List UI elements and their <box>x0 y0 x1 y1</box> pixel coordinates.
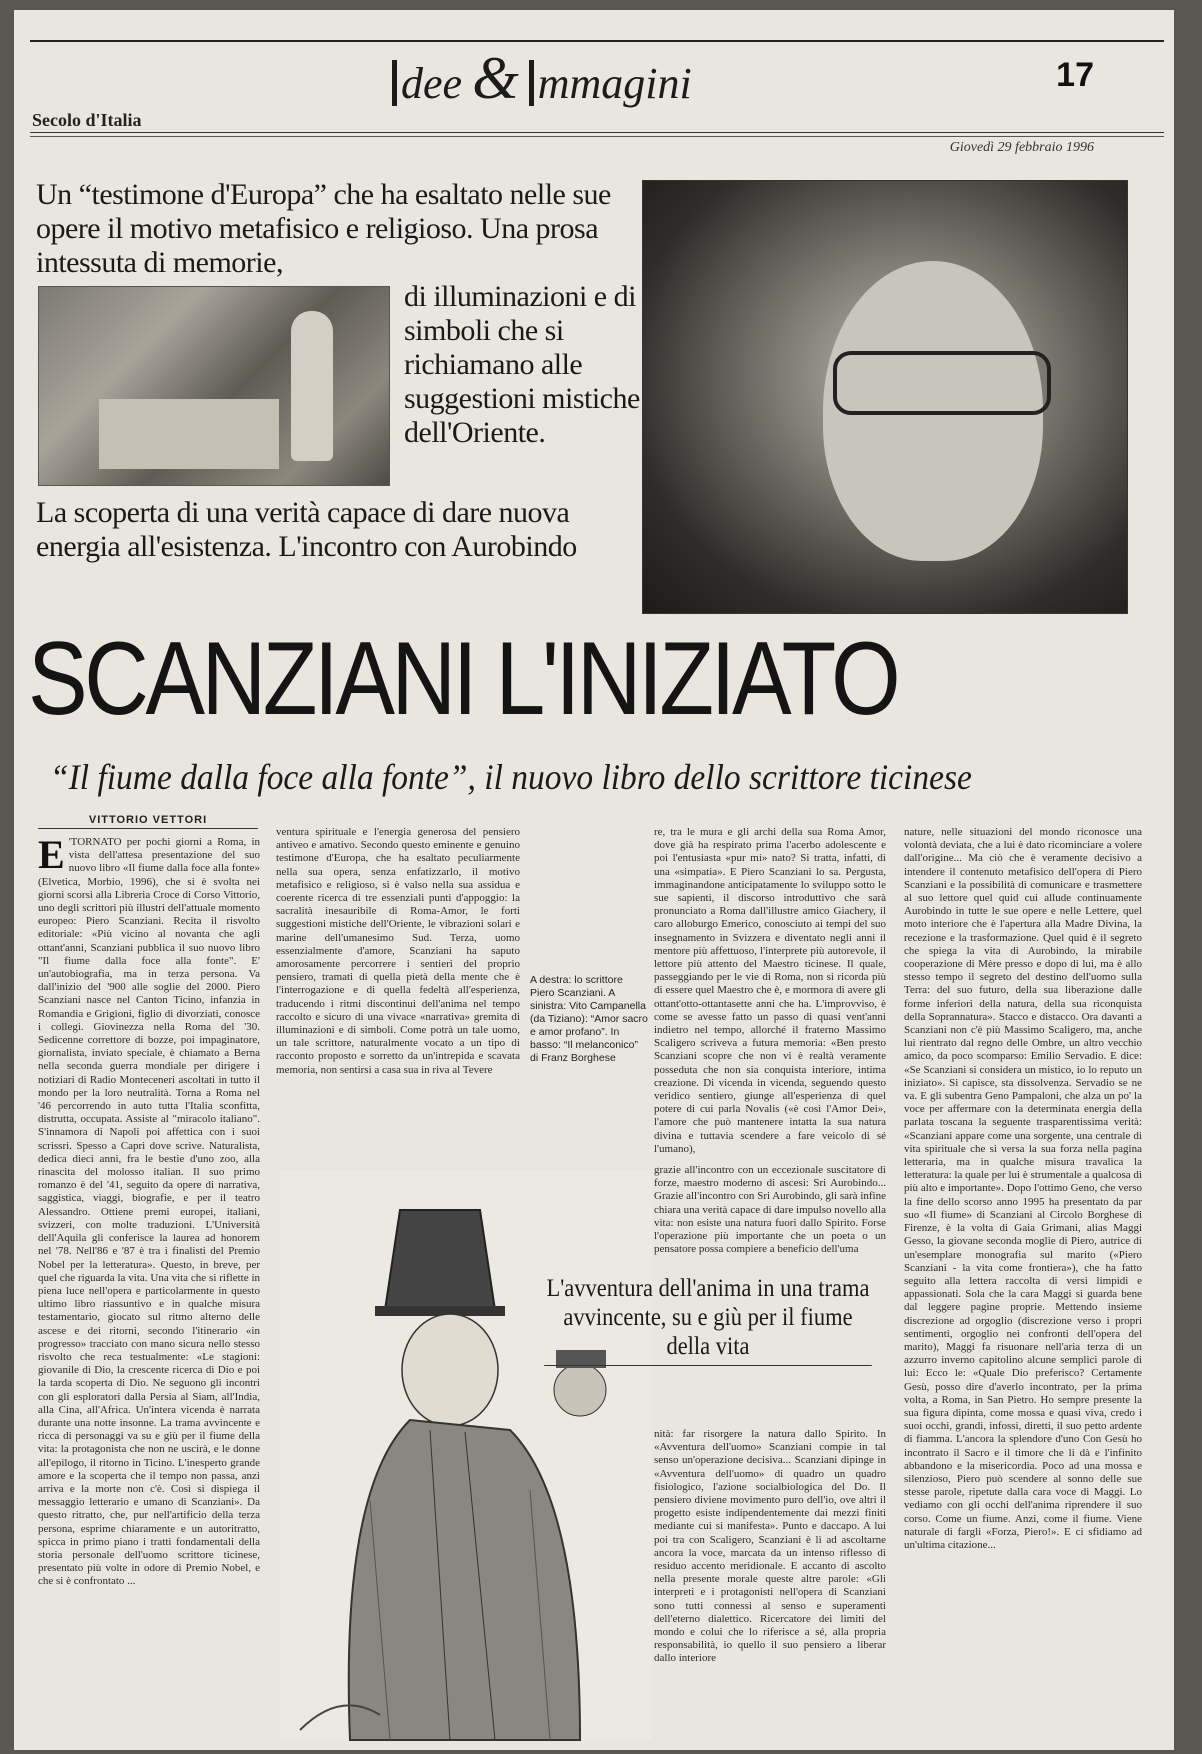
article-column-5-text: nità: far risorgere la natura dallo Spirito. In «Avventura dell'uomo» Scanziani compie in tal senso un'operazione decisiva... Scanziani dipinge in «Avventura dell'uomo» di quadro un quadro fisiologico, l'azione socialbiologica del Do. Il pensiero diviene movimento puro dell'io, ove altri il progetto esiste indipendentemente dai mezzi finiti mediante cui si manifesta». Punto e daccapo. A lui poi tra con Scaligero, Scanziani è lì ad ascoltarne ancora la voce, marcata da un intenso riflesso di residuo accento meridionale. E accanto di ascolto nella presente morale queste altre parole: «Gli interpreti e i protagonisti nell'opera di Scanziani sono tutti connessi al senso e superamenti dell'eterno dialettico. Ricercatore dei limiti del mondo e colui che lo riferisce a sé, alla propria responsabilità, io quello il suo pensiero a liberar dallo interiore <box>654 1428 886 1665</box>
pull-quote: L'avventura dell'anima in una trama avvincente, su e giù per il fiume della vita <box>544 1274 872 1366</box>
article-column-5 <box>654 1428 886 1740</box>
newspaper-page <box>14 10 1174 1750</box>
melancholic-illustration <box>280 1170 652 1740</box>
painting-image <box>38 286 390 486</box>
header-rule <box>30 132 1164 133</box>
section-initial-bar <box>392 60 397 106</box>
issue-date: Giovedì 29 febbraio 1996 <box>949 140 1094 155</box>
portrait-glasses <box>833 351 1051 415</box>
standfirst-top: Un “testimone d'Europa” che ha esaltato nelle sue opere il motivo metafisico e religioso. Una prosa intessuta di memorie, <box>36 178 611 279</box>
article-column-3-continued-text: grazie all'incontro con un eccezionale suscitatore di forze, maestro moderno di ascesi: Sri Aurobindo... Grazie all'incontro con Sri Aurobindo, gli sarà infine chiara una verità capace di dare impulso novello alla vita: non esiste una natura fuori dallo Spirito. Forse l'operazione più importante che un poeta o un pensatore possa compiere a beneficio dell'uma <box>654 1164 886 1256</box>
article-column-3-continued <box>654 1164 886 1256</box>
article-column-2-text: ventura spirituale e l'energia generosa del pensiero antiveo e amativo. Secondo questo eminente e genuino testimone d'Europa, che ha esaltato peculiarmente nella sua opera, senza enfatizzarlo, il motivo metafisico e religioso, si è valso nella sua assidua e coerente ricerca di tre essenziali punti d'appoggio: la sacralità inesauribile di Roma-Amor, le forti suggestioni mistiche dell'Oriente, le vibrazioni solari e marine dell'umanesimo Sud. Terza, uomo essenzialmente d'amore, Scanziani ha saputo amorosamente percorrere i sentieri del proprio pensiero, tramati di quella pietà della mente che è l'interrogazione e di quella fedeltà all'esperienza, traducendo i ritmi discontinui dell'anima nel tempo raccolto e sicuro di una vivace «narrativa» gremita di illuminazioni e di simboli. Come potrà un tale uomo, un tale scrittore, naturalmente vocato a un tipo di racconto proposto e sorretto da un'intrepida e scavata memoria, non sentirsi a casa sua in riva al Tevere <box>276 826 520 1076</box>
section-title-ampersand: & <box>472 45 519 111</box>
page-number: 17 <box>1056 56 1094 94</box>
headline: SCANZIANI L'INIZIATO <box>28 621 898 737</box>
article-column-3 <box>654 826 886 1166</box>
newspaper-name: Secolo d'Italia <box>32 110 142 130</box>
photo-caption: A destra: lo scrittore Piero Scanziani. A sinistra: Vito Campanella (da Tiziano): “Amor sacro e amor profano”. In basso: “Il melanconico” di Franz Borghese <box>530 974 648 1064</box>
section-title-part-b: mmagini <box>537 59 692 108</box>
drop-cap: E <box>38 832 65 877</box>
section-title-part-a: dee <box>401 59 463 108</box>
article-column-2 <box>276 826 520 1206</box>
article-column-1 <box>38 832 260 1740</box>
article-column-3-text: re, tra le mura e gli archi della sua Roma Amor, dove già ha respirato prima l'acerbo adolescente e poi l'entusiasta «pur mi» nato? Si tratta, infatti, di una «simpatia». E Piero Scanziani lo sa. Pergusta, immaginandone anticipatamente lo sviluppo sotto le sue sapienti, il discorso introduttivo che sarà pronunciato a Roma dall'illustre amico Giachery, il caro alloburgo Emerico, conosciuto ai tempi del suo insegnamento in Svizzera e diventato negli anni il mentore più affettuoso, l'interprete più autorevole, il lettore più attento del Maestro ticinese. Il quale, passeggiando per le vie di Roma, non si ricorda più di essere quel Maestro che è, e mormora di avere gli ottant'otto-ottantasette anni che ha. L'improvviso, è come se avesse fatto un passo di quasi vent'anni indietro nel tempo, allorché il fraterno Massimo Scaligero scriveva a futura memoria: «Ben presto Scanziani scopre che non vi è realtà veramente posseduta che non sia conquista interiore, intima creazione. Di vicenda in vicenda, seguendo questo veridico sentiero, giunge all'esperienza di quel potere di cui parla Novalis («è così l'Amor Dei», l'amore che può mantenere intatta la sua natura divina e tuttavia scendere a fare veicolo di sé l'umano), <box>654 826 886 1155</box>
header-rule-secondary <box>30 136 1164 137</box>
top-rule <box>30 40 1164 42</box>
article-column-4 <box>904 826 1142 1740</box>
article-column-1-text: 'TORNATO per pochi giorni a Roma, in vista dell'attesa presentazione del suo nuovo libro «Il fiume dalla foce alla fonte» (Elvetica, Morbio, 1996), che si è svolta nei giorni scorsi alla Libreria Croce di Corso Vittorio, uno degli scrittori più illustri dell'attuale momento europeo: Piero Scanziani. Recita il risvolto editoriale: «Più vicino al novanta che agli ottant'anni, Scanziani pubblica il suo nuovo libro "Il fiume dalla foce alla fonte". E' un'autobiografia, ma in terza persona. Va dall'inizio del '900 alle soglie del 2000. Piero Scanziani nasce nel Canton Ticino, infanzia in Romandia e Grigioni, figlio di divorziati, conosce i collegi. Giovinezza nella Roma del '30. Sedicenne correttore di bozze, poi impaginatore, giornalista, inviato speciale, è chiamato a Berna nella seconda guerra mondiale per dirigere i notiziari di Radio Monteceneri ascoltati in tutto il mondo per la loro neutralità. Torna a Roma nel '46 percorrendo in auto tutta l'Italia sconfitta, distrutta, occupata. Assiste al "miracolo italiano". S'innamora di Napoli poi affettica con i suoi scrissri. Spesso a Capri dove scrive. Naturalista, dedica dieci anni, fra le bestie d'uno zoo, alla rinascita del molosso italian. Il suo primo romanzo è del '41, seguito da opere di narrativa, saggistica, viaggi, biografie, e per il teatro Alessandro. Ottiene premi europei, italiani, svizzeri, con molte traduzioni. L'Università dell'Aquila gli conferisce la laurea ad honorem nel '78. Nell'86 e '87 è tra i finalisti del Premio Nobel per la letteratura». Questo, in breve, per quel che riguarda la vita. Una vita che si riflette in piena luce nell'opera e particolarmente in questo ultimo libro riassuntivo e in qualche misura testamentario, giocato sul ritmo alterno delle ascese e dei ritorni, secondo l'itinerario «in progresso» tracciato con mano sicura nello stesso risvolto che reca testualmente: «Le stagioni: giovanile di Dio, la crescente ricerca di Dio e poi la tarda scoperta di Dio. Ne seguono gli incontri con gli esploratori dalla Persia al Siam, all'India, alla Cina, all'Africa. Un'intera vicenda è narrata durante una notte insonne. La trama avvincente e ricca di personaggi va su e giù per il fiume della vita: la protagonista che non ne uscirà, e le donne all'epilogo, il ritorno in Ticino. L'inesperto grande amore e la scoperta che il tempo non passa, anzi arriva e la morte non c'è. Così si dispiega il messaggio letterario e umano di Scanziani». Da questo ritratto, che, pur nell'artificio della terza persona, esprime chiaramente e un autoritratto, spicca in primo piano i tratti fondamentali della storia personale dell'uomo scrittore ticinese, presentato più volte in odore di Premio Nobel, e che si è confrontato ... <box>38 836 260 1588</box>
standfirst-middle: di illuminazioni e di simboli che si richiamano alle suggestioni mistiche dell'Oriente. <box>404 280 640 449</box>
standfirst-bottom: La scoperta di una verità capace di dare nuova energia all'esistenza. L'incontro con Aurobindo <box>36 496 577 563</box>
painting-sarcophagus <box>99 399 279 469</box>
author-portrait-photo <box>642 180 1128 614</box>
painting-nude-figure <box>291 311 333 461</box>
subheadline: “Il fiume dalla foce alla fonte”, il nuovo libro dello scrittore ticinese <box>50 757 972 797</box>
article-column-4-text: nature, nelle situazioni del mondo riconosce una volontà deviata, che a lui è dato ricominciare a volere dall'origine... Ma ciò che è veramente decisivo a intendere il contenuto metafisico dell'opera di Piero Scanziani e la possibilità di comunicare e trasmettere al suo lettore quel quid cui allude continuamente Aurobindo in tutte le sue opere e nelle Lettere, quel moto interiore che è l'apertura alla Madre Divina, la recezione e la trasformazione. Quel quid è il segreto che spiega la vita di Aurobindo, la mirabile cooperazione di Mère presso e dopo di lui, ma è allo stesso tempo il segreto del destino dell'uomo sulla Terra: del suo futuro, della sua liberazione dalle forme inferiori della natura, della sua riconquista della Soprannatura». Stacco e distacco. Ora davanti a Scanziani non c'è più Massimo Scaligero, ma, anche lui rientrato dal regno delle Ombre, un altro vecchio amico, da poco scomparso: Emilio Servadio. E dice: «Se Scanziani si considera un mistico, io lo reputo un iniziato». Si capisce, sta dissolvenza. Servadio se ne va. E gli subentra Geno Pampaloni, che alza un po' la voce per affermare con la determinata energia della parlata toscana la seguente trasparentissima verità: «Scanziani appare come una sorgente, una centrale di vita spirituale che si versa la sua forza nella pagina letteraria, ma in qualche misura travalica la letteratura: la quale per lui è strumentale a qualcosa di più alto e importante». Dopo l'ottimo Geno, che verso la fine dello scorso anno 1995 ha presentato da par suo «Il fiume» di Scanziani al Circolo Borghese di Firenze, è la volta di Gaia Grimani, alias Maggi Gesso, la giovane seconda moglie di Piero, autrice di un'esemplare monografia sul marito («Piero Scanziani - la vita come frontiera»), che ha fatto seguito alla lettera raccolta di versi limpidi e appassionati. Sola che la cara Maggi si guarda bene dal leggere pagine proprie. Mettendo insieme discrezione ad orgoglio (discrezione verso i propri sentimenti, orgoglio nei confronti dell'opera del marito), Maggi fa risuonare nell'aria terza di un azzurro inverno capitolino alcune semplici parole di lui: Ecco le: «Quale Dio preferisco? Certamente Gesù, posso dire d'averlo incontrato, per la prima volta, a Roma, in San Pietro. Ho sempre presente la sua figura dipinta, come mossa e quasi viva, credo i suoi occhi, grandi, infossi, diretti, il suo petto ardente di fiamma. L'ancora la splendore d'uno Con Gesù ho incontrato il Sacro e il timore che li dà e l'infinito abbandono e la misericordia. Poco ad una mossa e silenzioso, Piero può scendere al sonno delle sue stesse parole, ripetute dalla cara voce di Maggi. Lo vediamo con gli occhi dell'anima riprendere il suo corso. Come un fiume. Anzi, come il fiume. Viene naturale di fargli «Forza, Piero!». E ci sfidiamo ad un'ultima citazione... <box>904 826 1142 1551</box>
illustration-drawing <box>280 1170 652 1740</box>
byline: VITTORIO VETTORI <box>38 814 258 829</box>
section-title <box>392 44 692 113</box>
section-initial-bar-2 <box>529 60 534 106</box>
